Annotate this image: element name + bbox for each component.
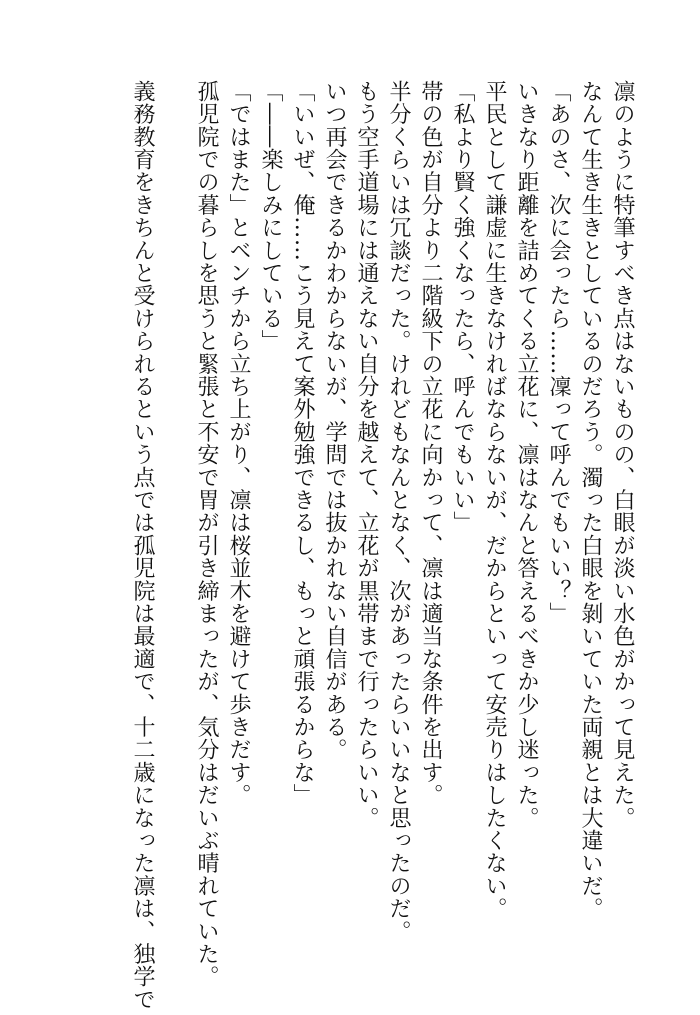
text-line: いきなり距離を詰めてくる立花に、凛はなんと答えるべきか少し迷った。 [514,80,539,830]
text-line: いつ再会できるかわからないが、学問では抜かれない自信がある。 [322,80,347,761]
text-line: 義務教育をきちんと受けられるという点では孤児院は最適で、十二歳になった凛は、独学で [130,80,155,1011]
blank-line [158,80,190,980]
text-line: 凛のように特筆すべき点はないものの、白眼が淡い水色がかって見えた。 [610,80,635,830]
text-line: もう空手道場には通えない自分を越えて、立花が黒帯まで行ったらいい。 [354,80,379,830]
text-line: なんて生き生きとしているのだろう。濁った白眼を剝いていた両親とは大違いだ。 [578,80,603,920]
text-line: 半分くらいは冗談だった。けれどもなんとなく、次があったらいいなと思ったのだ。 [386,80,411,943]
text-line: 「あのさ、次に会ったら……凜って呼んでもいい？」 [546,80,571,625]
text-line: 帯の色が自分より二階級下の立花に向かって、凛は適当な条件を出す。 [418,80,443,807]
vertical-text-body [126,80,638,1011]
text-line: 「――楽しみにしている」 [258,80,283,353]
text-line: 「ではまた」とベンチから立ち上がり、凛は桜並木を避けて歩きだす。 [226,80,251,807]
text-line: 「私より賢く強くなったら、呼んでもいい」 [450,80,475,534]
text-line: 「いいぜ、俺……こう見えて案外勉強できるし、もっと頑張るからな」 [290,80,315,807]
text-line: 孤児院での暮らしを思うと緊張と不安で胃が引き締まったが、気分はだいぶ晴れていた。 [194,80,219,988]
text-line: 平民として謙虚に生きなければならないが、だからといって安売りはしたくない。 [482,80,507,920]
